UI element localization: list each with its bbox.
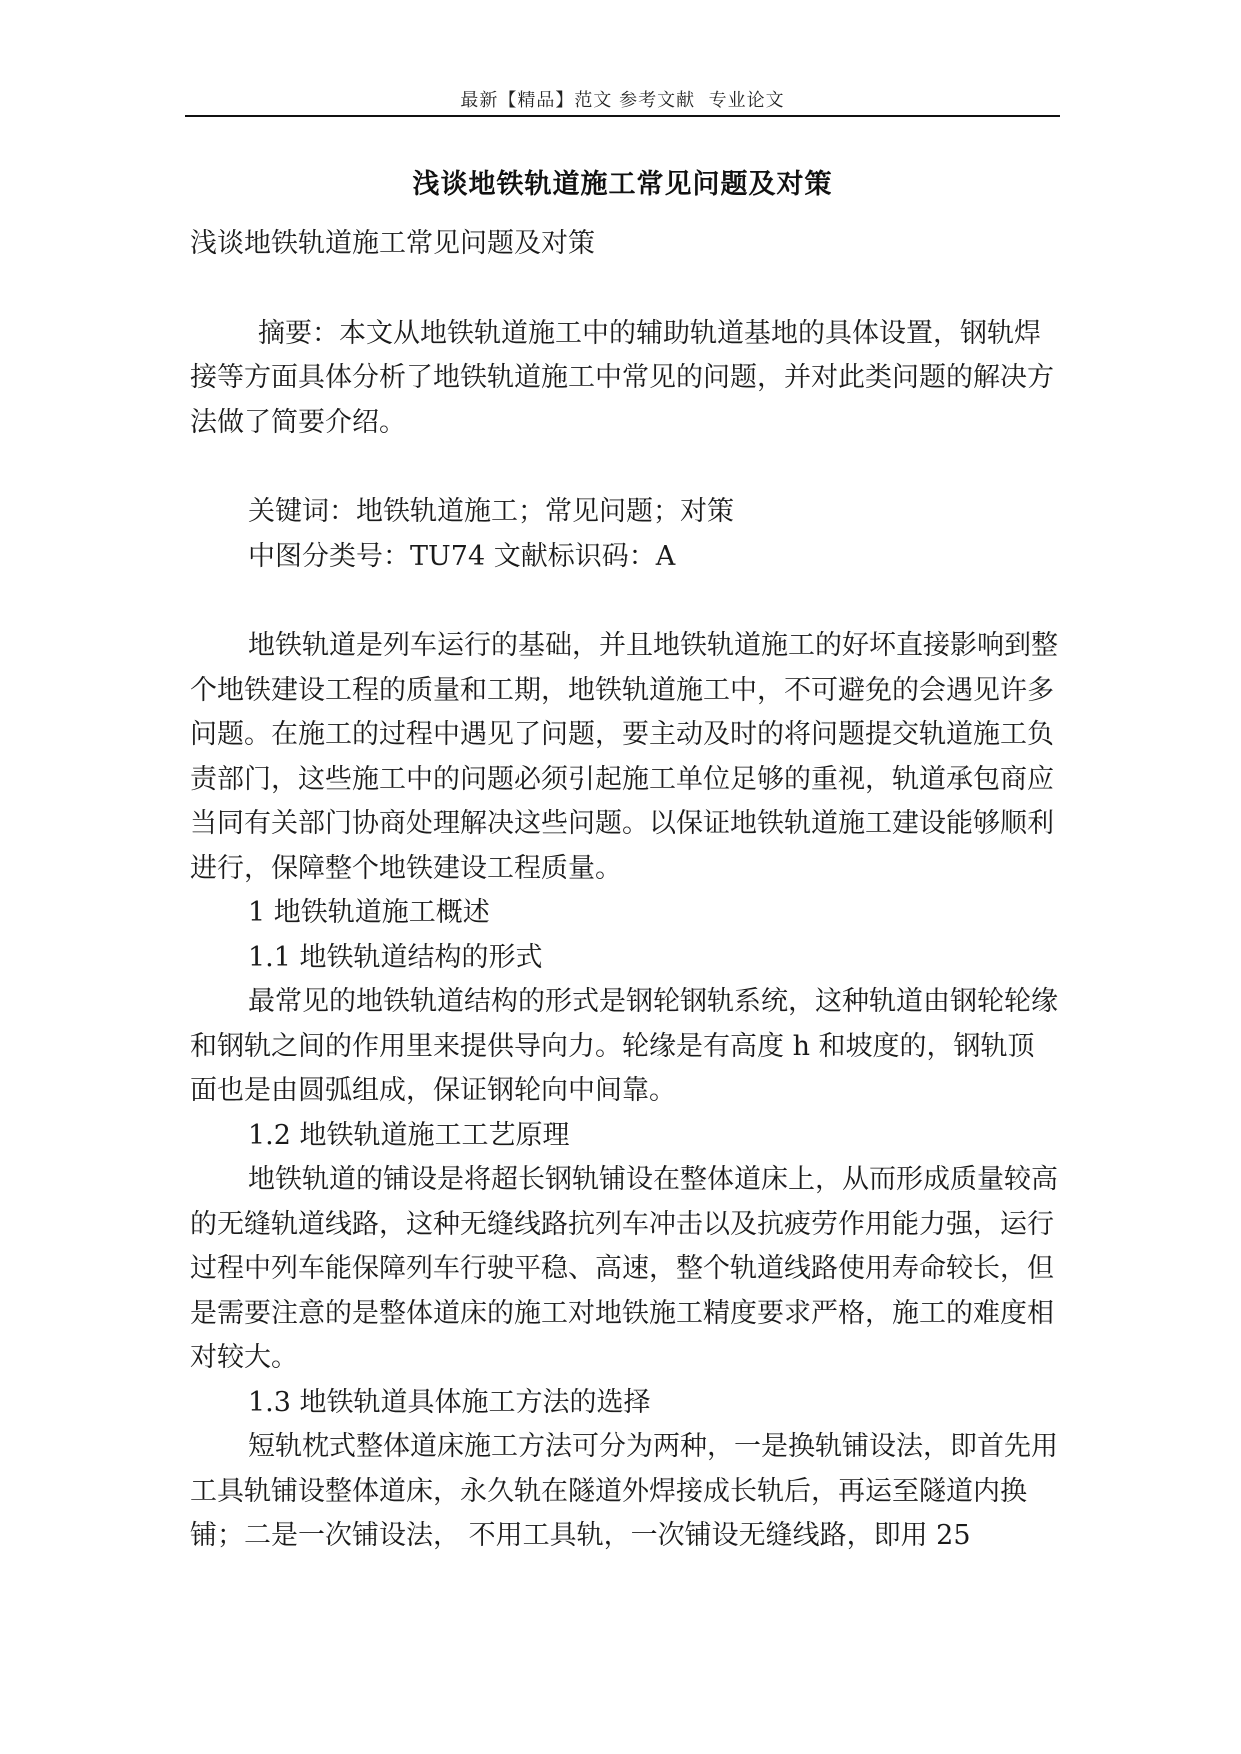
section-1-1-heading: 1.1 地铁轨道结构的形式: [248, 941, 543, 973]
document-title: 浅谈地铁轨道施工常见问题及对策: [412, 169, 833, 200]
classification-line: 中图分类号：TU74 文献标识码：A: [248, 540, 676, 572]
abstract-paragraph: 摘要：本文从地铁轨道施工中的辅助轨道基地的具体设置，钢轨焊接等方面具体分析了地铁轨道施工中常见的问题，并对此类问题的解决方法做了简要介绍。: [190, 317, 1054, 438]
document-subtitle: 浅谈地铁轨道施工常见问题及对策: [190, 228, 595, 259]
section-1-3-paragraph: 短轨枕式整体道床施工方法可分为两种，一是换轨铺设法，即首先用工具轨铺设整体道床，永久轨在隧道外焊接成长轨后，再运至隧道内换铺；二是一次铺设法， 不用工具轨，一次铺设无缝线路，即用 25: [190, 1431, 1058, 1551]
header-divider: [185, 115, 1060, 117]
section-1-2-heading: 1.2 地铁轨道施工工艺原理: [248, 1119, 570, 1151]
section-1-1-paragraph: 最常见的地铁轨道结构的形式是钢轮钢轨系统，这种轨道由钢轮轮缘和钢轨之间的作用里来提供导向力。轮缘是有高度 h 和坡度的，钢轨顶面也是由圆弧组成，保证钢轮向中间靠。: [190, 986, 1058, 1106]
document-body: [190, 222, 1060, 1559]
keywords-line: 关键词：地铁轨道施工；常见问题；对策: [248, 496, 734, 527]
section-1-2-paragraph: 地铁轨道的铺设是将超长钢轨铺设在整体道床上，从而形成质量较高的无缝轨道线路，这种无缝线路抗列车冲击以及抗疲劳作用能力强，运行过程中列车能保障列车行驶平稳、高速，整个轨道线路使用寿命较长，但是需要注意的是整体道床的施工对地铁施工精度要求严格，施工的难度相对较大。: [190, 1164, 1058, 1373]
section-1-heading: 1 地铁轨道施工概述: [248, 897, 490, 928]
section-1-3-heading: 1.3 地铁轨道具体施工方法的选择: [248, 1386, 651, 1418]
intro-paragraph: 地铁轨道是列车运行的基础，并且地铁轨道施工的好坏直接影响到整个地铁建设工程的质量和工期，地铁轨道施工中，不可避免的会遇见许多问题。在施工的过程中遇见了问题，要主动及时的将问题提交轨道施工负责部门，这些施工中的问题必须引起施工单位足够的重视，轨道承包商应当同有关部门协商处理解决这些问题。以保证地铁轨道施工建设能够顺利进行，保障整个地铁建设工程质量。: [190, 630, 1058, 884]
running-header: 最新【精品】范文 参考文献 专业论文: [460, 90, 785, 111]
